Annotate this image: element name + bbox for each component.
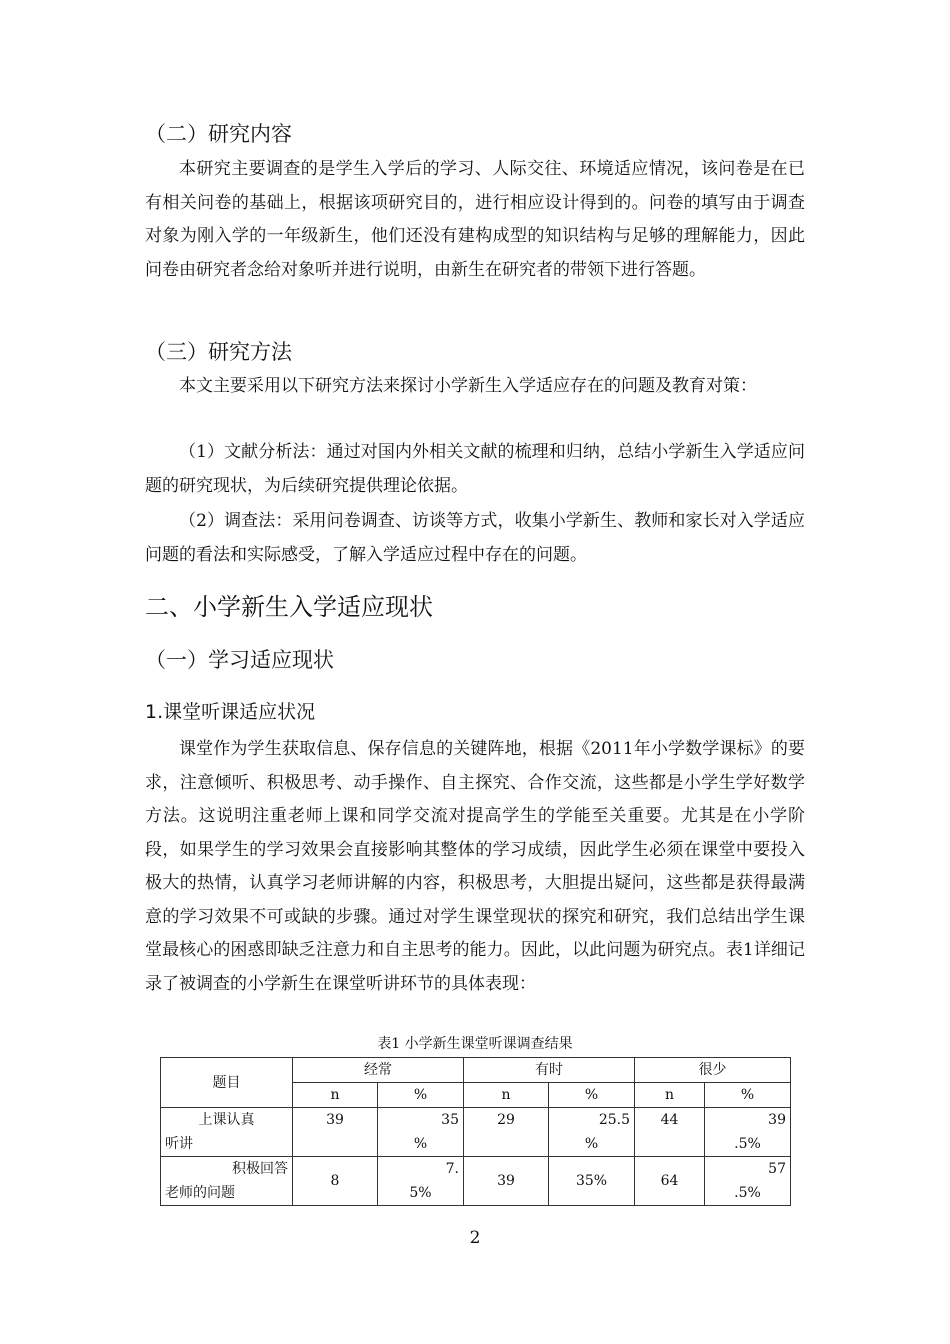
topic-line: 听讲 [165,1136,193,1152]
cell-line: 39 [768,1112,786,1128]
cell-often-n: 8 [293,1157,378,1206]
paragraph-text: （1）文献分析法：通过对国内外相关文献的梳理和归纳，总结小学新生入学适应问题的研究现状，为后续研究提供理论依据。 [145,442,805,496]
subheader-n: n [293,1083,378,1108]
cell-line: 5% [409,1185,432,1201]
section-heading-research-method: （三）研究方法 [145,340,292,364]
survey-results-table [160,1057,791,1206]
subheader-percent: % [378,1083,464,1108]
topic-line: 上课认真 [198,1112,255,1128]
header-sometimes: 有时 [464,1058,635,1083]
cell-line: % [584,1136,599,1152]
section-heading-research-content: （二）研究内容 [145,122,292,146]
method-survey [145,505,805,572]
classroom-listening-paragraph [145,733,805,1001]
topic-line: 积极回答 [232,1161,288,1177]
cell-line: 57 [768,1161,786,1177]
cell-line: 35 [441,1112,459,1128]
cell-often-pct [378,1108,464,1157]
page-number: 2 [469,1228,481,1248]
subheader-percent: % [549,1083,635,1108]
paragraph-text: 课堂作为学生获取信息、保存信息的关键阵地，根据《2011年小学数学课标》的要求，注意倾听、积极思考、动手操作、自主探究、合作交流，这些都是小学生学好数学方法。这说明注重老师上课和同学交流对提高学生的学能至关重要。尤其是在小学阶段，如果学生的学习效果会直接影响其整体的学习成绩，因此学生必须在课堂中要投入极大的热情，认真学习老师讲解的内容，积极思考，大胆提出疑问，这些都是获得最满意的学习效果不可或缺的步骤。通过对学生课堂现状的探究和研究，我们总结出学生课堂最核心的困惑即缺乏注意力和自主思考的能力。因此，以此问题为研究点。表1详细记录了被调查的小学新生在课堂听讲环节的具体表现： [145,739,805,994]
subheader-n: n [635,1083,705,1108]
row-topic [161,1157,293,1206]
cell-rarely-pct [705,1108,791,1157]
cell-sometimes-n: 39 [464,1157,549,1206]
table-row [161,1157,791,1206]
cell-rarely-pct [705,1157,791,1206]
paragraph-text: 本文主要采用以下研究方法来探讨小学新生入学适应存在的问题及教育对策： [179,376,757,396]
cell-line: 25.5 [598,1112,630,1128]
cell-rarely-n: 64 [635,1157,705,1206]
cell-often-pct [378,1157,464,1206]
subsubsection-heading-listening: 1.课堂听课适应状况 [145,701,316,723]
table-header-row [161,1058,791,1083]
research-method-intro [145,370,805,404]
table-caption: 表1 小学新生课堂听课调查结果 [377,1036,573,1052]
subheader-n: n [464,1083,549,1108]
research-content-paragraph [145,153,805,287]
subsection-heading-learning: （一）学习适应现状 [145,648,334,672]
topic-line: 老师的问题 [165,1185,235,1201]
header-topic: 题目 [161,1058,293,1108]
cell-line: % [413,1136,428,1152]
table-row [161,1108,791,1157]
cell-line: .5% [734,1136,761,1152]
cell-sometimes-pct [549,1108,635,1157]
cell-sometimes-n: 29 [464,1108,549,1157]
subheader-percent: % [705,1083,791,1108]
header-rarely: 很少 [635,1058,791,1083]
header-often: 经常 [293,1058,464,1083]
paragraph-text: 本研究主要调查的是学生入学后的学习、人际交往、环境适应情况，该问卷是在已有相关问卷的基础上，根据该项研究目的，进行相应设计得到的。问卷的填写由于调查对象为刚入学的一年级新生，他们还没有建构成型的知识结构与足够的理解能力，因此问卷由研究者念给对象听并进行说明，由新生在研究者的带领下进行答题。 [145,159,805,280]
cell-often-n: 39 [293,1108,378,1157]
method-literature-analysis [145,436,805,503]
cell-sometimes-pct: 35% [549,1157,635,1206]
cell-rarely-n: 44 [635,1108,705,1157]
row-topic [161,1108,293,1157]
chapter-heading: 二、小学新生入学适应现状 [145,593,433,621]
paragraph-text: （2）调查法：采用问卷调查、访谈等方式，收集小学新生、教师和家长对入学适应问题的看法和实际感受，了解入学适应过程中存在的问题。 [145,511,805,565]
cell-line: 7. [445,1161,459,1177]
cell-line: .5% [734,1185,761,1201]
